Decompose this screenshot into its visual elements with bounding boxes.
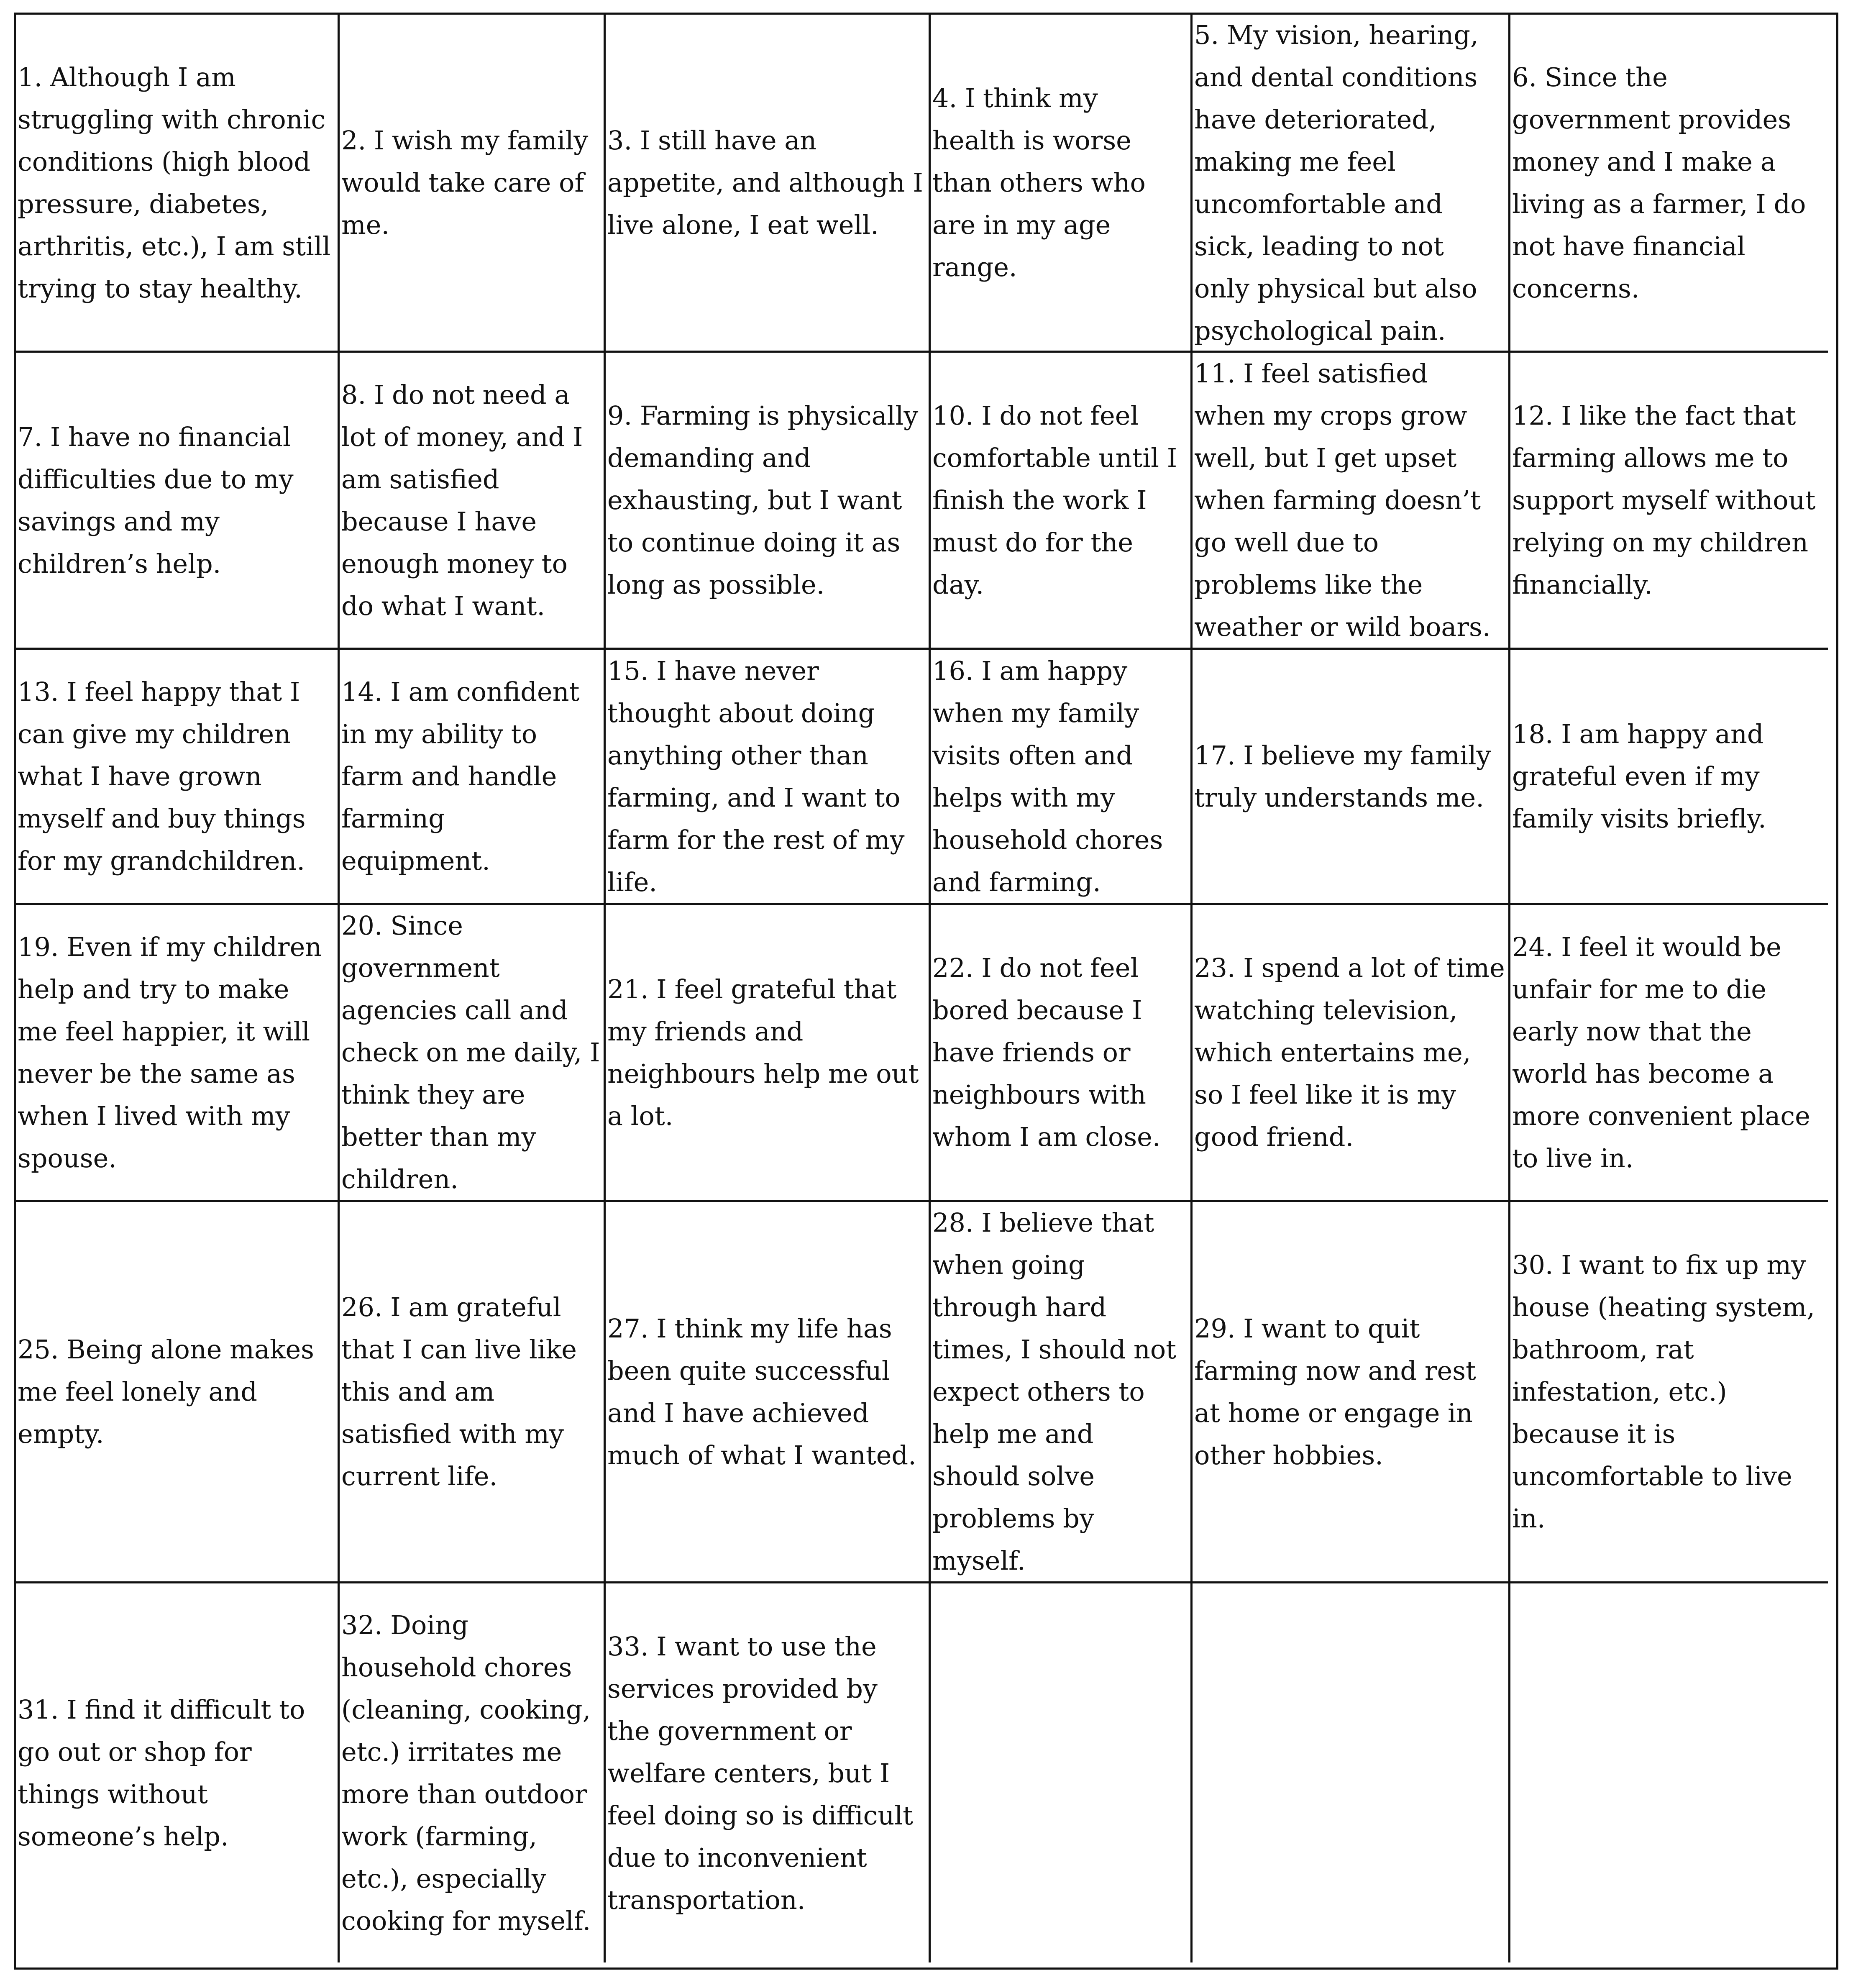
table-cell-statement-18	[1510, 650, 1828, 905]
table-cell-statement-24	[1510, 905, 1828, 1202]
table-cell-statement-8	[340, 353, 606, 650]
statement-28-text: 28. I believe that when going through hard times, I should not expect others to help me and should solve problems by myself.	[932, 1207, 1177, 1576]
table-cell-statement-12	[1510, 353, 1828, 650]
statement-11-text: 11. I feel satisfied when my crops grow well, but I get upset when farming doesn’t go well due to problems like the weather or wild boars.	[1194, 358, 1491, 642]
table-cell-statement-13	[16, 650, 340, 905]
statement-25-text: 25. Being alone makes me feel lonely and empty.	[18, 1334, 315, 1449]
statement-18-text: 18. I am happy and grateful even if my family visits briefly.	[1512, 719, 1766, 834]
table-cell-statement-16	[931, 650, 1193, 905]
table-cell-statement-25	[16, 1202, 340, 1583]
statement-14-text: 14. I am confident in my ability to farm and handle farming equipment.	[341, 676, 580, 876]
table-cell-statement-29	[1193, 1202, 1510, 1583]
statement-31-text: 31. I find it difficult to go out or shop for things without someone’s help.	[18, 1694, 305, 1852]
table-cell-statement-20	[340, 905, 606, 1202]
statement-12-text: 12. I like the fact that farming allows me to support myself without relying on my children financially.	[1512, 400, 1816, 600]
table-cell-statement-15	[606, 650, 931, 905]
table-cell-statement-17	[1193, 650, 1510, 905]
statement-15-text: 15. I have never thought about doing anything other than farming, and I want to farm for the rest of my life.	[607, 655, 905, 897]
statement-7-text: 7. I have no financial difficulties due to my savings and my children’s help.	[18, 421, 294, 579]
statement-2-text: 2. I wish my family would take care of me.	[341, 125, 589, 240]
statement-table	[14, 13, 1838, 1970]
table-cell-statement-28	[931, 1202, 1193, 1583]
statement-19-text: 19. Even if my children help and try to make me feel happier, it will never be the same as when I lived with my spouse.	[18, 931, 322, 1173]
empty-table-cell	[1193, 1583, 1510, 1962]
statement-10-text: 10. I do not feel comfortable until I finish the work I must do for the day.	[932, 400, 1177, 600]
statement-1-text: 1. Although I am struggling with chronic conditions (high blood pressure, diabetes, arthritis, etc.), I am still trying to stay healthy.	[18, 61, 331, 304]
table-cell-statement-3	[606, 15, 931, 353]
table-cell-statement-31	[16, 1583, 340, 1962]
statement-4-text: 4. I think my health is worse than others who are in my age range.	[932, 83, 1146, 282]
table-cell-statement-1	[16, 15, 340, 353]
statement-22-text: 22. I do not feel bored because I have friends or neighbours with whom I am close.	[932, 953, 1161, 1152]
table-cell-statement-10	[931, 353, 1193, 650]
table-cell-statement-32	[340, 1583, 606, 1962]
statement-30-text: 30. I want to fix up my house (heating system, bathroom, rat infestation, etc.) because it is uncomfortable to live in.	[1512, 1250, 1815, 1534]
statement-16-text: 16. I am happy when my family visits often and helps with my household chores and farming.	[932, 655, 1163, 897]
table-cell-statement-4	[931, 15, 1193, 353]
table-cell-statement-5	[1193, 15, 1510, 353]
statement-8-text: 8. I do not need a lot of money, and I am satisfied because I have enough money to do what I want.	[341, 379, 583, 621]
statement-6-text: 6. Since the government provides money and I make a living as a farmer, I do not have financial concerns.	[1512, 61, 1806, 304]
table-cell-statement-2	[340, 15, 606, 353]
statement-9-text: 9. Farming is physically demanding and exhausting, but I want to continue doing it as long as possible.	[607, 400, 919, 600]
table-cell-statement-22	[931, 905, 1193, 1202]
statement-23-text: 23. I spend a lot of time watching television, which entertains me, so I feel like it is my good friend.	[1194, 953, 1505, 1152]
statement-5-text: 5. My vision, hearing, and dental conditions have deteriorated, making me feel uncomfortable and sick, leading to not only physical but also psychological pain.	[1194, 19, 1479, 346]
table-cell-statement-6	[1510, 15, 1828, 353]
statement-24-text: 24. I feel it would be unfair for me to die early now that the world has become a more convenient place to live in.	[1512, 931, 1810, 1173]
statement-17-text: 17. I believe my family truly understands me.	[1194, 740, 1491, 813]
table-cell-statement-9	[606, 353, 931, 650]
table-cell-statement-11	[1193, 353, 1510, 650]
statement-13-text: 13. I feel happy that I can give my children what I have grown myself and buy things for my grandchildren.	[18, 676, 306, 876]
table-cell-statement-26	[340, 1202, 606, 1583]
table-cell-statement-14	[340, 650, 606, 905]
table-cell-statement-27	[606, 1202, 931, 1583]
empty-table-cell	[1510, 1583, 1828, 1962]
table-cell-statement-7	[16, 353, 340, 650]
statement-20-text: 20. Since government agencies call and check on me daily, I think they are better than my children.	[341, 910, 600, 1194]
statement-21-text: 21. I feel grateful that my friends and neighbours help me out a lot.	[607, 974, 919, 1131]
table-cell-statement-30	[1510, 1202, 1828, 1583]
statement-32-text: 32. Doing household chores (cleaning, cooking, etc.) irritates me more than outdoor work (farming, etc.), especially cooking for myself.	[341, 1610, 591, 1936]
table-cell-statement-19	[16, 905, 340, 1202]
table-cell-statement-33	[606, 1583, 931, 1962]
table-cell-statement-23	[1193, 905, 1510, 1202]
statement-29-text: 29. I want to quit farming now and rest at home or engage in other hobbies.	[1194, 1313, 1476, 1471]
statement-33-text: 33. I want to use the services provided by the government or welfare centers, but I feel doing so is difficult due to inconvenient transportation.	[607, 1631, 914, 1915]
statement-3-text: 3. I still have an appetite, and although I live alone, I eat well.	[607, 125, 923, 240]
statement-27-text: 27. I think my life has been quite successful and I have achieved much of what I wanted.	[607, 1313, 916, 1471]
table-cell-statement-21	[606, 905, 931, 1202]
statement-26-text: 26. I am grateful that I can live like this and am satisfied with my current life.	[341, 1292, 577, 1491]
empty-table-cell	[931, 1583, 1193, 1962]
